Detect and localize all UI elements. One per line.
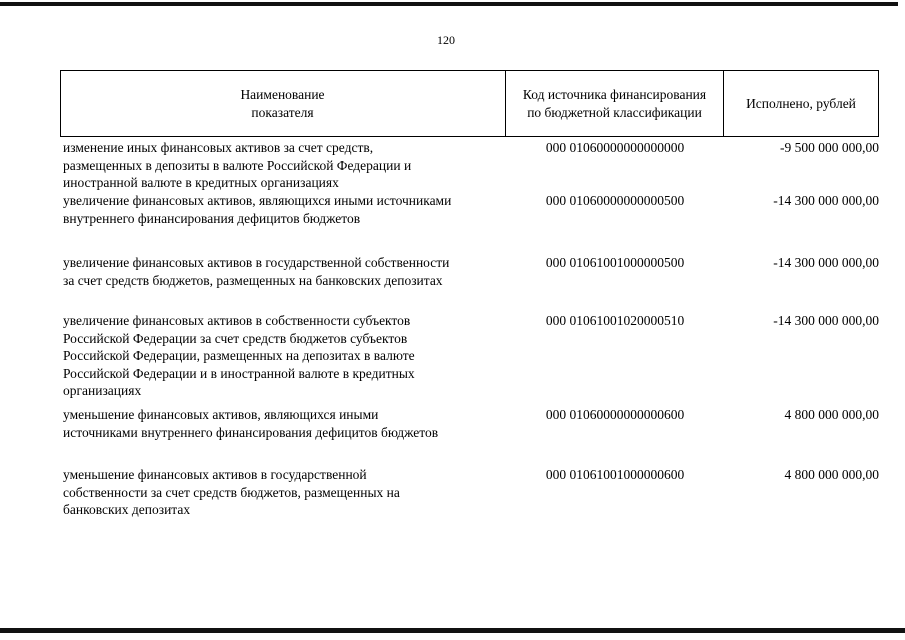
row-amount: -14 300 000 000,00 [773, 313, 879, 328]
row-name-line: увеличение финансовых активов, являющихся иными источниками [63, 193, 452, 208]
header-name-column [61, 71, 504, 136]
row-name-line: банковских депозитах [63, 502, 191, 517]
row-name-line: Российской Федерации и в иностранной валюте в кредитных [63, 365, 415, 381]
row-code: 000 01061001000000600 [545, 467, 685, 482]
row-name-line: размещенных в депозиты в валюте Российской Федерации и [63, 157, 412, 173]
row-name-line: иностранной валюте в кредитных организациях [63, 175, 339, 190]
row-name-line: источниками внутреннего финансирования дефицитов бюджетов [63, 424, 439, 440]
row-name [63, 192, 508, 227]
row-name-line: за счет средств бюджетов, размещенных на банковских депозитах [63, 272, 443, 288]
row-name-line: Российской Федерации за счет средств бюджетов субъектов [63, 330, 408, 346]
row-name [63, 466, 508, 519]
row-name [63, 254, 508, 289]
header-amount: Исполнено, рублей [746, 95, 856, 111]
header-name-line1: Наименование [240, 86, 325, 102]
row-name-line: изменение иных финансовых активов за счет средств, [63, 140, 374, 155]
row-name-line: организациях [63, 383, 142, 398]
header-code-column [505, 71, 724, 136]
row-name [63, 139, 508, 192]
header-code-line1: Код источника финансирования [522, 86, 707, 102]
header-name-line2: показателя [251, 104, 314, 120]
row-name-line: уменьшение финансовых активов в государственной [63, 467, 367, 482]
row-code: 000 01060000000000500 [545, 193, 685, 208]
row-name-line: уменьшение финансовых активов, являющихся иными [63, 407, 379, 422]
header-code-line2: по бюджетной классификации [527, 104, 702, 120]
row-name-line: собственности за счет средств бюджетов, размещенных на [63, 484, 400, 500]
top-border-rule [0, 2, 898, 6]
row-amount: 4 800 000 000,00 [784, 407, 879, 422]
page-number: 120 [437, 33, 455, 47]
row-amount: 4 800 000 000,00 [784, 467, 879, 482]
row-name-line: увеличение финансовых активов в собственности субъектов [63, 313, 411, 328]
row-code: 000 01060000000000600 [545, 407, 685, 422]
row-name-line: Российской Федерации, размещенных на депозитах в валюте [63, 348, 415, 363]
row-amount: -14 300 000 000,00 [773, 193, 879, 208]
row-code: 000 01060000000000000 [545, 140, 685, 155]
row-code: 000 01061001020000510 [545, 313, 685, 328]
bottom-border-rule [0, 628, 905, 633]
row-name [63, 406, 508, 441]
row-name-line: внутреннего финансирования дефицитов бюджетов [63, 210, 361, 226]
row-name-line: увеличение финансовых активов в государственной собственности [63, 255, 450, 270]
row-amount: -14 300 000 000,00 [773, 255, 879, 270]
row-amount: -9 500 000 000,00 [780, 140, 879, 155]
row-name [63, 312, 508, 400]
header-amount-column [723, 71, 879, 136]
row-code: 000 01061001000000500 [545, 255, 685, 270]
table-header [60, 70, 879, 137]
